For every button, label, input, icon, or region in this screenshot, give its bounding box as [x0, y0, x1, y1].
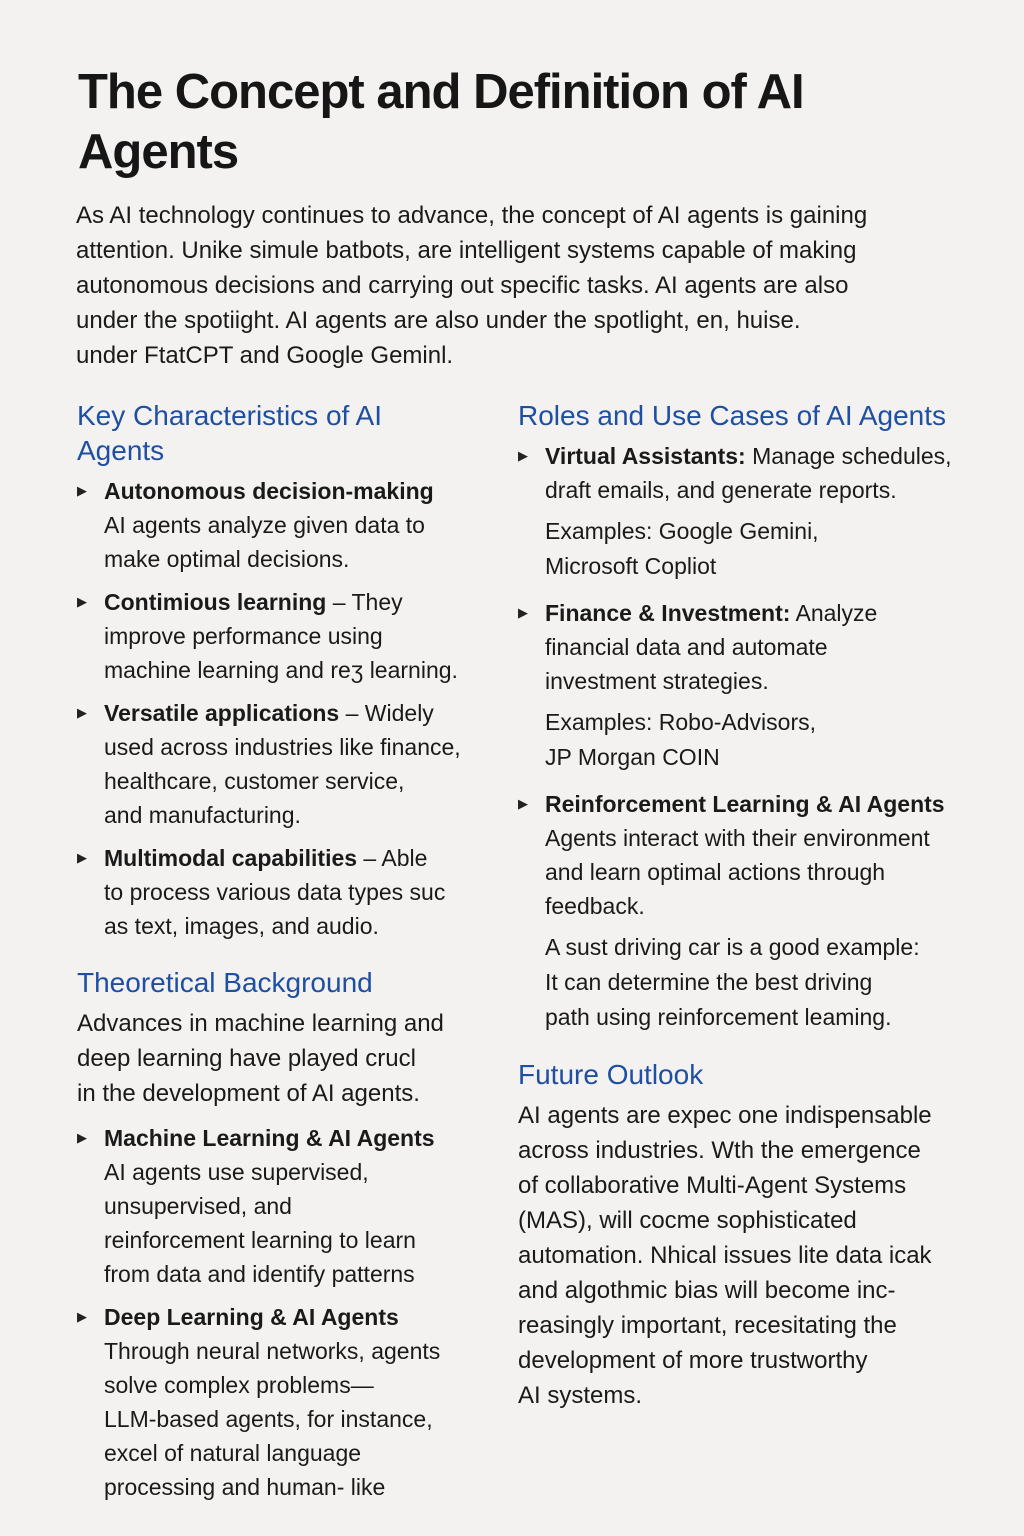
background-paragraph: Advances in machine learning and deep learning have played crucl in the development of AI agents. — [77, 1010, 444, 1107]
item-title: Reinforcement Learning & AI Agents — [545, 791, 945, 817]
item-title: Versatile applications — [104, 700, 340, 726]
item-title: Finance & Investment: — [545, 600, 791, 626]
example-text: Examples: Robo-Advisors, JP Morgan COIN — [545, 709, 816, 770]
triangle-bullet-icon: ▶ — [518, 605, 528, 620]
triangle-bullet-icon: ▶ — [77, 1130, 87, 1145]
list-item — [77, 1121, 497, 1291]
item-text: AI agents analyze given data to make optimal decisions. — [104, 512, 425, 572]
list-item — [77, 1300, 497, 1504]
triangle-bullet-icon: ▶ — [77, 594, 87, 609]
section-heading-characteristics: Key Characteristics of AI Agents — [77, 400, 383, 466]
item-text: Analyze financial data and automate investment strategies. — [545, 600, 878, 694]
item-text: – They improve performance using machine learning and reʒ learning. — [104, 589, 458, 683]
triangle-bullet-icon: ▶ — [518, 796, 528, 811]
list-item — [77, 841, 497, 943]
intro-paragraph: As AI technology continues to advance, the concept of AI agents is gaining attention. Unike simule batbots, are intelligent systems capable of making autonomous decisions and carrying out specific tasks. AI agents are also under the spotiight. AI agents are also under the spotlight, en, huise. under FtatCPT and Google Geminl. — [76, 202, 868, 369]
list-item — [77, 585, 497, 687]
list-item — [77, 696, 497, 832]
item-title: Virtual Assistants: — [545, 443, 746, 469]
list-item — [77, 474, 497, 576]
triangle-bullet-icon: ▶ — [77, 705, 87, 720]
example-text: Examples: Google Gemini, Microsoft Copliot — [545, 518, 819, 579]
item-text: Through neural networks, agents solve complex problems— LLM-based agents, for instance, excel of natural language processing and human- like — [104, 1338, 441, 1500]
list-item — [518, 439, 998, 507]
item-title: Deep Learning & AI Agents — [104, 1304, 399, 1330]
item-title: Multimodal capabilities — [104, 845, 358, 871]
item-title: Machine Learning & AI Agents — [104, 1125, 435, 1151]
triangle-bullet-icon: ▶ — [518, 448, 528, 463]
item-text: Manage schedules, draft emails, and generate reports. — [545, 443, 952, 503]
list-item — [518, 787, 998, 923]
item-text: – Widely used across industries like finance, healthcare, customer service, and manufacturing. — [104, 700, 461, 828]
future-paragraph: AI agents are expec one indispensable across industries. Wth the emergence of collaborative Multi-Agent Systems (MAS), will cocme sophisticated automation. Nhical issues lite data icak and algothmic bias will become inc- reasingly important, recesitating the development of more trustworthy AI systems. — [518, 1102, 932, 1409]
triangle-bullet-icon: ▶ — [77, 850, 87, 865]
left-column — [77, 398, 497, 1513]
section-heading-future: Future Outlook — [518, 1059, 704, 1090]
item-text: AI agents use supervised, unsupervised, and reinforcement learning to learn from data and identify patterns — [104, 1159, 416, 1287]
item-title: Autonomous decision-making — [104, 478, 434, 504]
list-item — [518, 596, 998, 698]
right-column — [518, 398, 998, 1423]
triangle-bullet-icon: ▶ — [77, 483, 87, 498]
triangle-bullet-icon: ▶ — [77, 1309, 87, 1324]
section-heading-roles: Roles and Use Cases of AI Agents — [518, 400, 947, 431]
section-heading-background: Theoretical Background — [77, 967, 373, 998]
item-text: Agents interact with their environment and learn optimal actions through feedback. — [545, 825, 930, 919]
item-title: Contimious learning — [104, 589, 327, 615]
example-text: A sust driving car is a good example: It can determine the best driving path using reinforcement leaming. — [545, 934, 920, 1030]
item-text: – Able to process various data types suc as text, images, and audio. — [104, 845, 446, 939]
page-title: The Concept and Definition of AI Agents — [78, 65, 804, 179]
